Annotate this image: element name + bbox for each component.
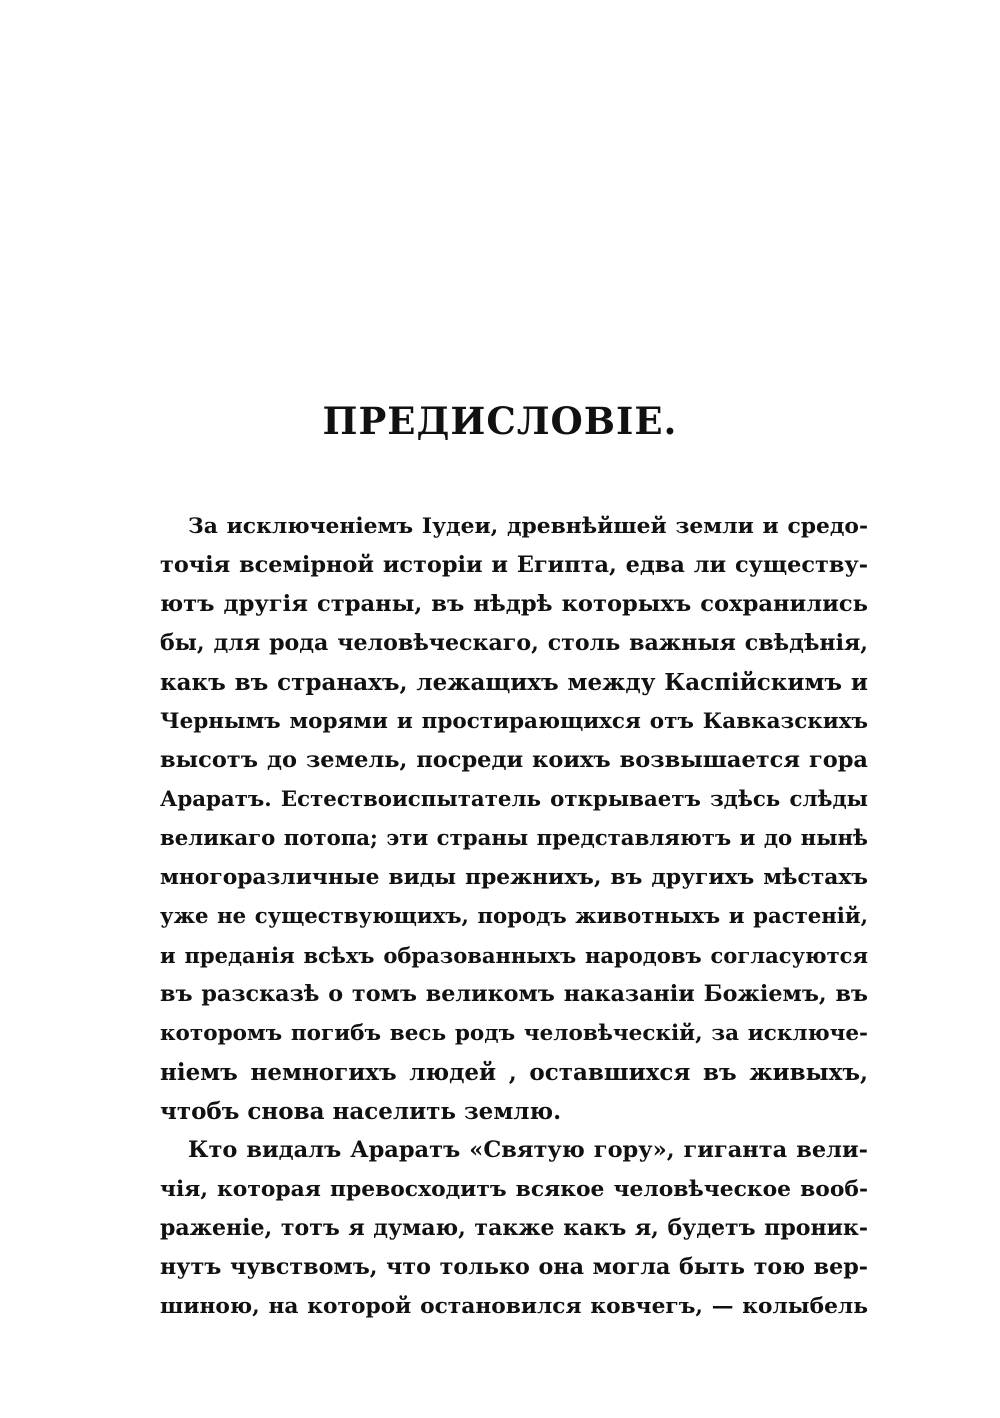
body-text [160, 507, 868, 1326]
text-line: высотъ до земель, посреди коихъ возвышается гора [160, 747, 868, 773]
text-line: уже не существующихъ, породъ животныхъ и растеній, [160, 904, 868, 929]
text-line: шиною, на которой остановился ковчегъ, — колыбель [160, 1294, 868, 1319]
text-line: великаго потопа; эти страны представляютъ и до нынѣ [160, 826, 868, 851]
text-line: ніемъ немногихъ людей , оставшихся въ живыхъ, [160, 1059, 868, 1086]
text-line: ютъ другія страны, въ нѣдрѣ которыхъ сохранились [160, 591, 868, 617]
text-line: въ разсказѣ о томъ великомъ наказаніи Божіемъ, въ [160, 981, 868, 1007]
text-line: бы, для рода человѣческаго, столь важныя свѣдѣнія, [160, 630, 868, 656]
text-line: которомъ погибъ весь родъ человѣческій, за исключе- [160, 1021, 868, 1046]
text-line: какъ въ странахъ, лежащихъ между Каспійскимъ и [160, 669, 868, 696]
page-title: ПРЕДИСЛОВІЕ. [322, 399, 678, 443]
text-line: чія, которая превосходитъ всякое человѣческое вооб- [160, 1177, 868, 1202]
text-line: раженіе, тотъ я думаю, также какъ я, будетъ проник- [160, 1215, 868, 1241]
text-line: За исключеніемъ Іудеи, древнѣйшей земли и средо- [188, 514, 868, 539]
text-line: Араратъ. Естествоиспытатель открываетъ здѣсь слѣды [160, 787, 868, 812]
text-line: точія всемірной исторіи и Египта, едва ли существу- [160, 552, 868, 578]
text-line: Чернымъ морями и простирающихся отъ Кавказскихъ [160, 709, 868, 734]
text-line: чтобъ снова населить землю. [160, 1098, 562, 1125]
text-line: многоразличные виды прежнихъ, въ другихъ мѣстахъ [160, 865, 868, 890]
text-line: нутъ чувствомъ, что только она могла быть тою вер- [160, 1254, 868, 1280]
text-line: и преданія всѣхъ образованныхъ народовъ согласуются [160, 943, 868, 968]
text-line: Кто видалъ Араратъ «Святую гору», гиганта вели- [188, 1137, 868, 1163]
